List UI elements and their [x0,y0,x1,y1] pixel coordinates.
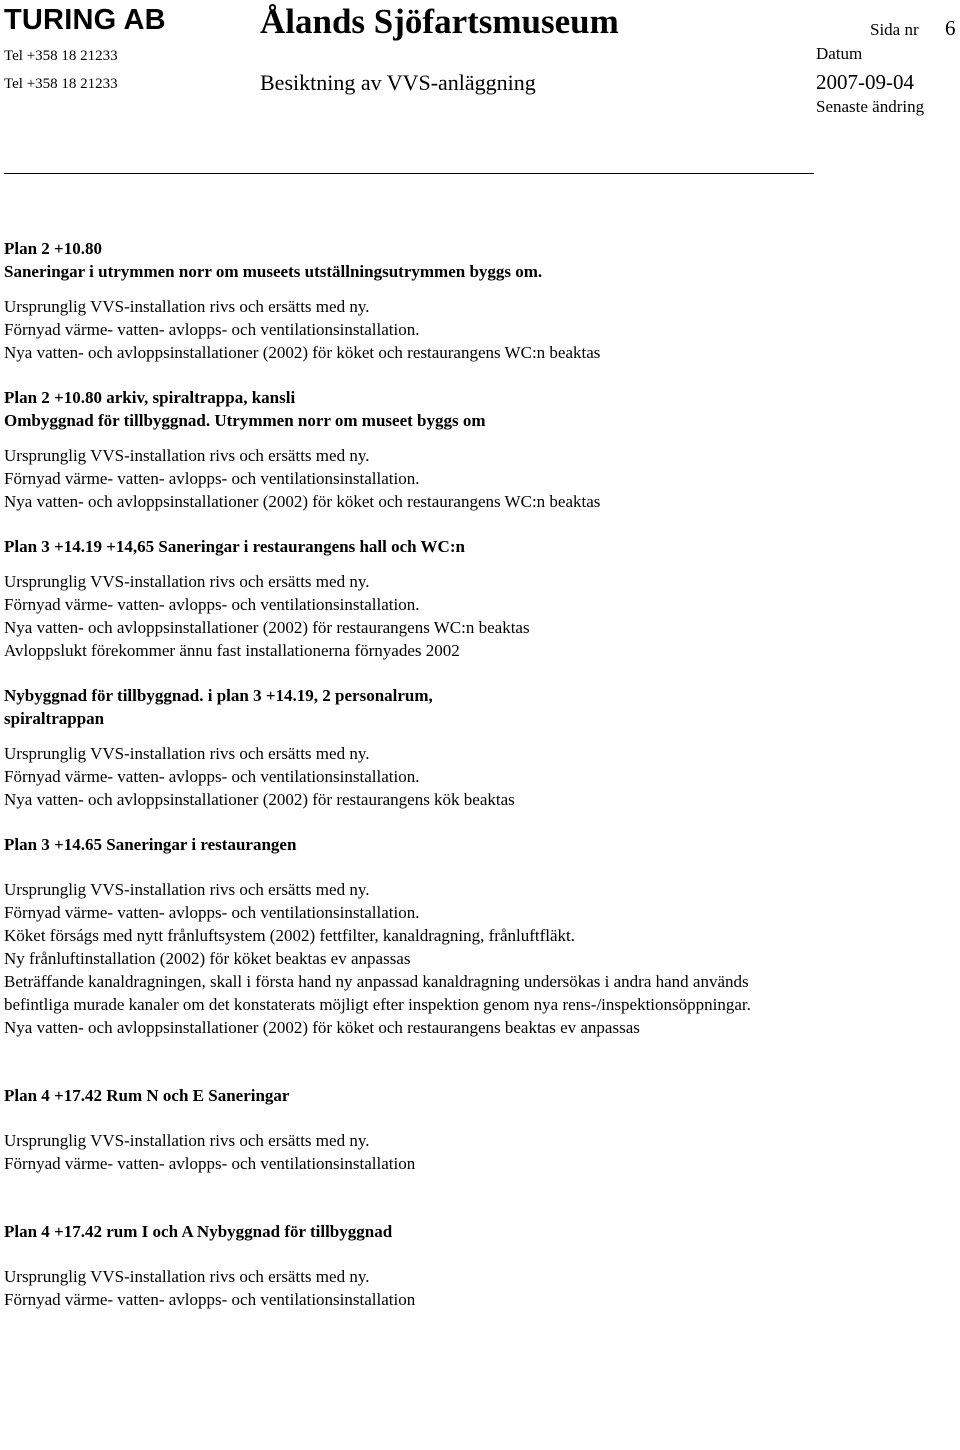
document-body [4,237,954,1311]
section-line: Ursprunglig VVS-installation rivs och ersätts med ny. [4,446,370,465]
section-line: Förnyad värme- vatten- avlopps- och ventilationsinstallation [4,1154,416,1173]
section-line: Nya vatten- och avloppsinstallationer (2002) för restaurangens kök beaktas [4,790,515,809]
document-subject: Besiktning av VVS-anläggning [260,70,536,95]
section-line: Förnyad värme- vatten- avlopps- och ventilationsinstallation. [4,903,420,922]
section-line: Förnyad värme- vatten- avlopps- och ventilationsinstallation. [4,320,420,339]
date-value: 2007-09-04 [816,70,914,94]
phone-line-2: Tel +358 18 21233 [4,76,118,92]
section-line: Ursprunglig VVS-installation rivs och ersätts med ny. [4,572,370,591]
section-line: Förnyad värme- vatten- avlopps- och ventilationsinstallation. [4,595,420,614]
section-heading: Plan 3 +14.65 Saneringar i restaurangen [4,835,297,854]
section-line: Köket förságs med nytt frånluftsystem (2002) fettfilter, kanaldragning, frånluftfläkt. [4,926,576,945]
section-line: Förnyad värme- vatten- avlopps- och ventilationsinstallation. [4,469,420,488]
section-line: Ny frånluftinstallation (2002) för köket beaktas ev anpassas [4,949,411,968]
phone-line-1: Tel +358 18 21233 [4,48,118,64]
section-line: Nya vatten- och avloppsinstallationer (2002) för köket och restaurangens WC:n beaktas [4,343,601,362]
section-line: Ursprunglig VVS-installation rivs och ersätts med ny. [4,744,370,763]
date-label: Datum [816,44,863,63]
section-heading: Plan 4 +17.42 Rum N och E Saneringar [4,1086,290,1105]
section-heading: Plan 2 +10.80 arkiv, spiraltrappa, kansli [4,388,296,407]
section-line: Nya vatten- och avloppsinstallationer (2002) för köket och restaurangens WC:n beaktas [4,492,601,511]
section-heading: Nybyggnad för tillbyggnad. i plan 3 +14.19, 2 personalrum, [4,686,433,705]
company-name: TURING AB [4,4,166,36]
page-number: 6 [945,16,956,40]
section-line: Beträffande kanaldragningen, skall i första hand ny anpassad kanaldragning undersökas i andra hand används [4,972,749,991]
section-heading: Ombyggnad för tillbyggnad. Utrymmen norr om museet byggs om [4,411,486,430]
last-changed-label: Senaste ändring [816,97,925,116]
section-line: Avloppslukt förekommer ännu fast installationerna förnyades 2002 [4,641,460,660]
section-line: Ursprunglig VVS-installation rivs och ersätts med ny. [4,297,370,316]
page-label: Sida nr [870,20,919,39]
section-line: Nya vatten- och avloppsinstallationer (2002) för köket och restaurangens beaktas ev anpassas [4,1018,640,1037]
section-line: Förnyad värme- vatten- avlopps- och ventilationsinstallation. [4,767,420,786]
museum-name: Ålands Sjöfartsmuseum [260,2,619,41]
section-heading: Plan 2 +10.80 [4,239,102,258]
section-line: Nya vatten- och avloppsinstallationer (2002) för restaurangens WC:n beaktas [4,618,530,637]
section-line: Ursprunglig VVS-installation rivs och ersätts med ny. [4,1131,370,1150]
section-line: befintliga murade kanaler om det konstaterats möjligt efter inspektion genom nya rens-/inspektionsöppningar. [4,995,751,1014]
header-divider [4,173,814,174]
section-line: Förnyad värme- vatten- avlopps- och ventilationsinstallation [4,1290,416,1309]
section-heading: Saneringar i utrymmen norr om museets utställningsutrymmen byggs om. [4,262,543,281]
section-line: Ursprunglig VVS-installation rivs och ersätts med ny. [4,1267,370,1286]
section-heading: spiraltrappan [4,709,105,728]
section-heading: Plan 4 +17.42 rum I och A Nybyggnad för tillbyggnad [4,1222,393,1241]
section-heading: Plan 3 +14.19 +14,65 Saneringar i restaurangens hall och WC:n [4,537,465,556]
section-line: Ursprunglig VVS-installation rivs och ersätts med ny. [4,880,370,899]
